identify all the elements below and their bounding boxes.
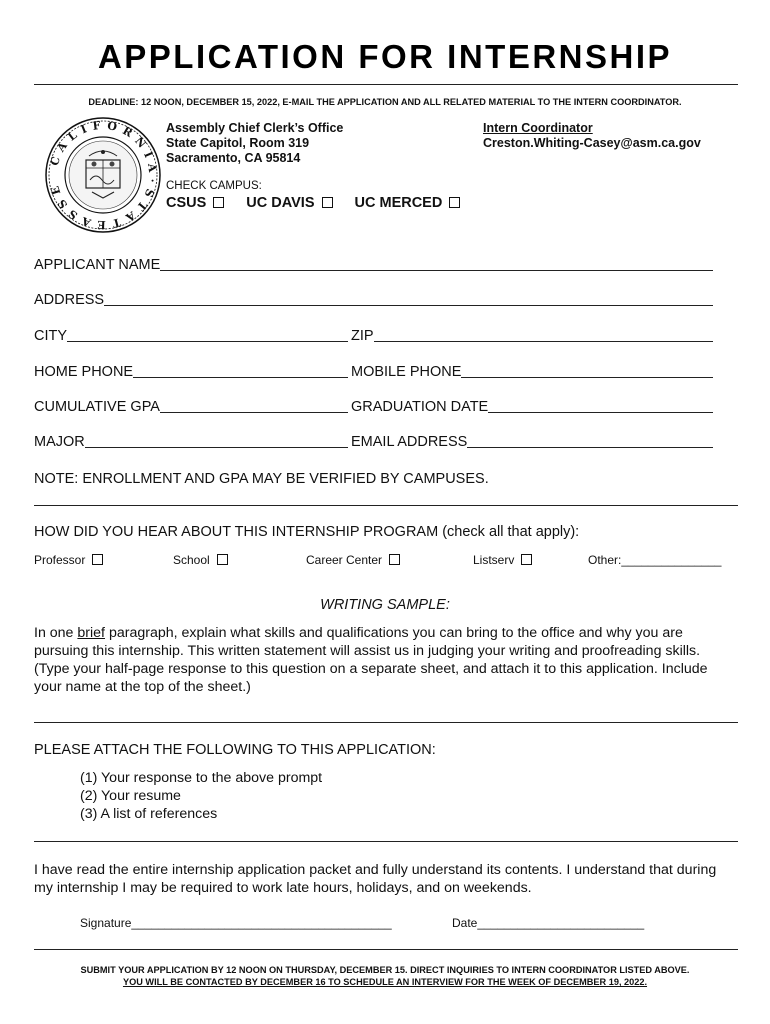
attach-list [80, 769, 322, 823]
submission-footer [0, 964, 770, 988]
checkbox[interactable] [213, 197, 224, 208]
checkbox[interactable] [389, 554, 400, 565]
checkbox[interactable] [322, 197, 333, 208]
mobile-phone-field[interactable]: MOBILE PHONE [351, 364, 713, 380]
divider [34, 722, 738, 723]
footer-line-1: SUBMIT YOUR APPLICATION BY 12 NOON ON THURSDAY, DECEMBER 15. DIRECT INQUIRIES TO INTERN COORDINATOR LISTED ABOVE. [80, 965, 690, 975]
campus-uc-merced[interactable]: UC MERCED [355, 195, 461, 211]
option-other[interactable]: Other:_______________ [588, 553, 722, 567]
zip-field[interactable]: ZIP [351, 328, 713, 344]
city-field[interactable]: CITY [34, 328, 348, 344]
campus-uc-davis[interactable]: UC DAVIS [246, 195, 332, 211]
checkbox[interactable] [217, 554, 228, 565]
campus-csus[interactable]: CSUS [166, 195, 224, 211]
list-item: (3) A list of references [80, 806, 218, 822]
assembly-seal-logo [44, 116, 162, 234]
campus-options [166, 195, 482, 211]
major-field[interactable]: MAJOR [34, 434, 348, 450]
checkbox[interactable] [92, 554, 103, 565]
divider [34, 949, 738, 950]
checkbox[interactable] [521, 554, 532, 565]
gpa-field[interactable]: CUMULATIVE GPA [34, 399, 348, 415]
coordinator-email[interactable]: Creston.Whiting-Casey@asm.ca.gov [483, 136, 701, 150]
graduation-date-field[interactable]: GRADUATION DATE [351, 399, 713, 415]
deadline-text: DEADLINE: 12 NOON, DECEMBER 15, 2022, E-MAIL THE APPLICATION AND ALL RELATED MATERIAL TO THE INTERN COORDINATOR. [88, 97, 682, 107]
svg-text:C A L I F O R N I A · S T A: C A L I F O R N I A · S T A T E A S S E [47, 118, 160, 232]
divider [34, 505, 738, 506]
email-field[interactable]: EMAIL ADDRESS [351, 434, 713, 450]
intern-coordinator [483, 121, 701, 151]
office-room: State Capitol, Room 319 [166, 136, 310, 150]
writing-instructions: In one brief paragraph, explain what skills and qualifications you can bring to the office and why you are pursuing this internship. This written statement will assist us in judging your writing and proofreading skills. (Type your half-page response to this question on a separate sheet, and attach it to this application. Include your name at the top of the sheet.) [34, 625, 708, 695]
option-professor[interactable]: Professor [34, 553, 103, 567]
footer-line-2: YOU WILL BE CONTACTED BY DECEMBER 16 TO SCHEDULE AN INTERVIEW FOR THE WEEK OF DECEMBER 19, 2022. [122, 977, 648, 987]
date-field[interactable]: Date_________________________ [452, 916, 645, 930]
list-item: (1) Your response to the above prompt [80, 770, 323, 786]
signature-field[interactable]: Signature_______________________________________ [80, 916, 392, 930]
hear-question: HOW DID YOU HEAR ABOUT THIS INTERNSHIP PROGRAM (check all that apply): [34, 524, 580, 540]
office-address [166, 121, 343, 166]
verification-note: NOTE: ENROLLMENT AND GPA MAY BE VERIFIED BY CAMPUSES. [34, 471, 489, 487]
check-campus-label: CHECK CAMPUS: [166, 180, 262, 192]
coordinator-heading: Intern Coordinator [483, 121, 593, 135]
page-title: APPLICATION FOR INTERNSHIP [97, 38, 673, 75]
acknowledgement-statement: I have read the entire internship application packet and fully understand its contents. I understand that during my internship I may be required to work late hours, holidays, and on weekends. [34, 862, 717, 896]
checkbox[interactable] [449, 197, 460, 208]
writing-sample-heading: WRITING SAMPLE: [320, 597, 450, 613]
divider [34, 841, 738, 842]
home-phone-field[interactable]: HOME PHONE [34, 364, 348, 380]
divider [34, 84, 738, 85]
list-item: (2) Your resume [80, 788, 181, 804]
attach-heading: PLEASE ATTACH THE FOLLOWING TO THIS APPLICATION: [34, 742, 436, 758]
address-field[interactable]: ADDRESS [34, 292, 713, 308]
option-career-center[interactable]: Career Center [306, 553, 400, 567]
office-city: Sacramento, CA 95814 [166, 151, 301, 165]
applicant-name-field[interactable]: APPLICANT NAME [34, 257, 713, 273]
option-school[interactable]: School [173, 553, 228, 567]
option-listserv[interactable]: Listserv [473, 553, 532, 567]
office-name: Assembly Chief Clerk’s Office [166, 121, 344, 135]
